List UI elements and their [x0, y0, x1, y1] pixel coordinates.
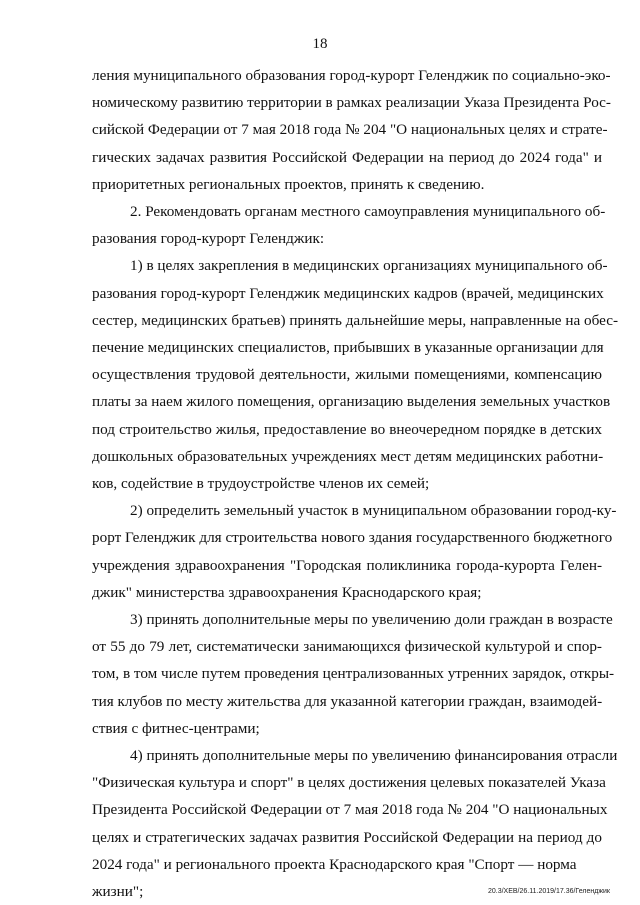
text-line: джик" министерства здравоохранения Краснодарского края;: [92, 583, 482, 601]
text-line: номическому развитию территории в рамках реализации Указа Президента Рос-: [92, 94, 611, 112]
item-4-first-line: 4) принять дополнительные меры по увеличению финансирования отрасли: [130, 747, 618, 764]
paragraph-2-first-line: 2. Рекомендовать органам местного самоуправления муниципального об-: [130, 203, 606, 220]
page-number: 18: [312, 36, 328, 52]
text-line: "Физическая культура и спорт" в целях достижения целевых показателей Указа: [92, 774, 606, 792]
text-line: 2024 года" и регионального проекта Краснодарского края "Спорт — норма: [92, 855, 577, 873]
text-line: том, в том числе путем проведения централизованных утренних зарядок, откры-: [92, 665, 615, 683]
text-line: приоритетных региональных проектов, принять к сведению.: [92, 175, 485, 193]
text-line: дошкольных образовательных учреждениях мест детям медицинских работни-: [92, 447, 604, 465]
text-line: разования город-курорт Геленджик:: [92, 230, 325, 248]
text-line: рорт Геленджик для строительства нового здания государственного бюджетного: [92, 529, 613, 547]
text-line: ков, содействие в трудоустройстве членов их семей;: [92, 475, 430, 492]
document-footer-code: 20.3/ХЕВ/26.11.2019/17.36/Геленджик: [487, 888, 610, 895]
text-line: от 55 до 79 лет, систематически занимающихся физической культурой и спор-: [92, 638, 602, 656]
text-line: осуществления трудовой деятельности, жилыми помещениями, компенсацию: [92, 366, 602, 384]
item-1-first-line: 1) в целях закрепления в медицинских организациях муниципального об-: [130, 257, 608, 275]
text-line: сестер, медицинских братьев) принять дальнейшие меры, направленные на обес-: [92, 311, 619, 329]
text-line: Президента Российской Федерации от 7 мая 2018 года № 204 "О национальных: [92, 801, 608, 819]
text-line: гических задачах развития Российской Федерации на период до 2024 года" и: [92, 148, 602, 166]
text-line: целях и стратегических задачах развития Российской Федерации на период до: [92, 828, 602, 846]
item-2-first-line: 2) определить земельный участок в муниципальном образовании город-ку-: [130, 502, 617, 520]
text-line: печение медицинских специалистов, прибывших в указанные организации для: [92, 339, 604, 356]
text-line: разования город-курорт Геленджик медицинских кадров (врачей, медицинских: [92, 284, 604, 302]
text-line: тия клубов по месту жительства для указанной категории граждан, взаимодей-: [92, 692, 603, 710]
item-3-first-line: 3) принять дополнительные меры по увеличению доли граждан в возрасте: [130, 611, 613, 628]
text-line: платы за наем жилого помещения, организацию выделения земельных участков: [92, 393, 611, 411]
text-line: сийской Федерации от 7 мая 2018 года № 204 "О национальных целях и страте-: [92, 121, 608, 139]
text-line: жизни";: [92, 883, 144, 900]
text-line: ствия с фитнес-центрами;: [92, 719, 260, 737]
text-line: под строительство жилья, предоставление во внеочередном порядке в детских: [92, 420, 602, 438]
text-line: учреждения здравоохранения "Городская поликлиника города-курорта Гелен-: [92, 556, 602, 574]
text-line: ления муниципального образования город-курорт Геленджик по социально-эко-: [92, 67, 611, 84]
